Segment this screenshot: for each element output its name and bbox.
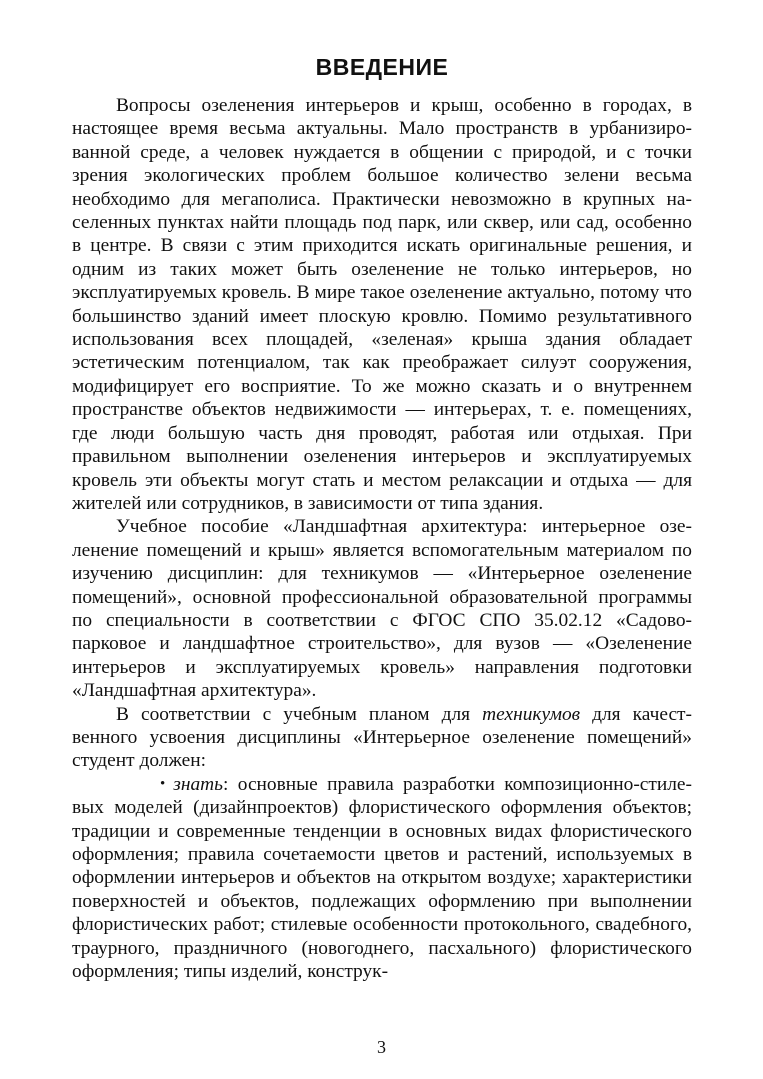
know-text: : основные правила разработки композиционно-стилевых моделей (дизайнпроектов) флористического оформления объектов; традиции и современные тенденции в основных видах флористического оформления; правила сочетаемости цветов и растений, используемых в оформлении интерьеров и объектов на открытом воздухе; характеристики поверхностей и объектов, подлежащих оформлению при выполнении флористических работ; стилевые особенности протокольного, свадебного, траурного, праздничного (новогоднего, пасхального) флористического оформления; типы изделий, конструк- bbox=[72, 773, 692, 983]
curriculum-text-end: для качественного усвоения дисциплины «Интерьерное озеленение помещений» студент должен: bbox=[72, 703, 692, 772]
paragraph-curriculum bbox=[72, 703, 692, 773]
paragraph-know-list-item bbox=[72, 773, 692, 984]
page-title: ВВЕДЕНИЕ bbox=[315, 54, 449, 80]
bullet-icon: • bbox=[160, 775, 166, 792]
paragraph-intro: Вопросы озеленения интерьеров и крыш, особенно в городах, в настоящее время весьма актуальны. Мало пространств в урбанизированной среде, а человек нуждается в общении с природой, и с точки зрения экологических проблем большое количество зелени весьма необходимо для мегаполиса. Практически невозможно в крупных населенных пунктах найти площадь под парк, или сквер, или сад, особенно в центре. В связи с этим приходится искать оригинальные решения, и одним из таких может быть озеленение не только интерьеров, но эксплуатируемых кровель. В мире такое озеленение актуально, потому что большинство зданий имеет плоскую кровлю. Помимо результативного использования всех площадей, «зеленая» крыша здания обладает эстетическим потенциалом, так как преображает силуэт сооружения, модифицирует его восприятие. То же можно сказать и о внутреннем пространстве объектов недвижимости — интерьерах, т. е. помещениях, где люди большую часть дня проводят, работая или отдыхая. При правильном выполнении озеленения интерьеров и эксплуатируемых кровель эти объекты могут стать и местом релаксации и отдыха — для жителей или сотрудников, в зависимости от типа здания. bbox=[72, 95, 692, 514]
curriculum-italic-term: техникумов bbox=[482, 703, 581, 725]
body-text bbox=[72, 94, 692, 983]
page-number: 3 bbox=[377, 1037, 386, 1057]
paragraph-textbook: Учебное пособие «Ландшафтная архитектура: интерьерное озеленение помещений и крыш» является вспомогательным материалом по изучению дисциплин: для техникумов — «Интерьерное озеленение помещений», основной профессиональной образовательной программы по специальности в соответствии с ФГОС СПО 35.02.12 «Садово-парковое и ландшафтное строительство», для вузов — «Озеленение интерьеров и эксплуатируемых кровель» направления подготовки «Ландшафтная архитектура». bbox=[72, 516, 692, 702]
document-page bbox=[72, 52, 692, 983]
curriculum-text-start: В соответствии с учебным планом для bbox=[116, 703, 483, 725]
know-italic-term: знать bbox=[173, 773, 223, 795]
